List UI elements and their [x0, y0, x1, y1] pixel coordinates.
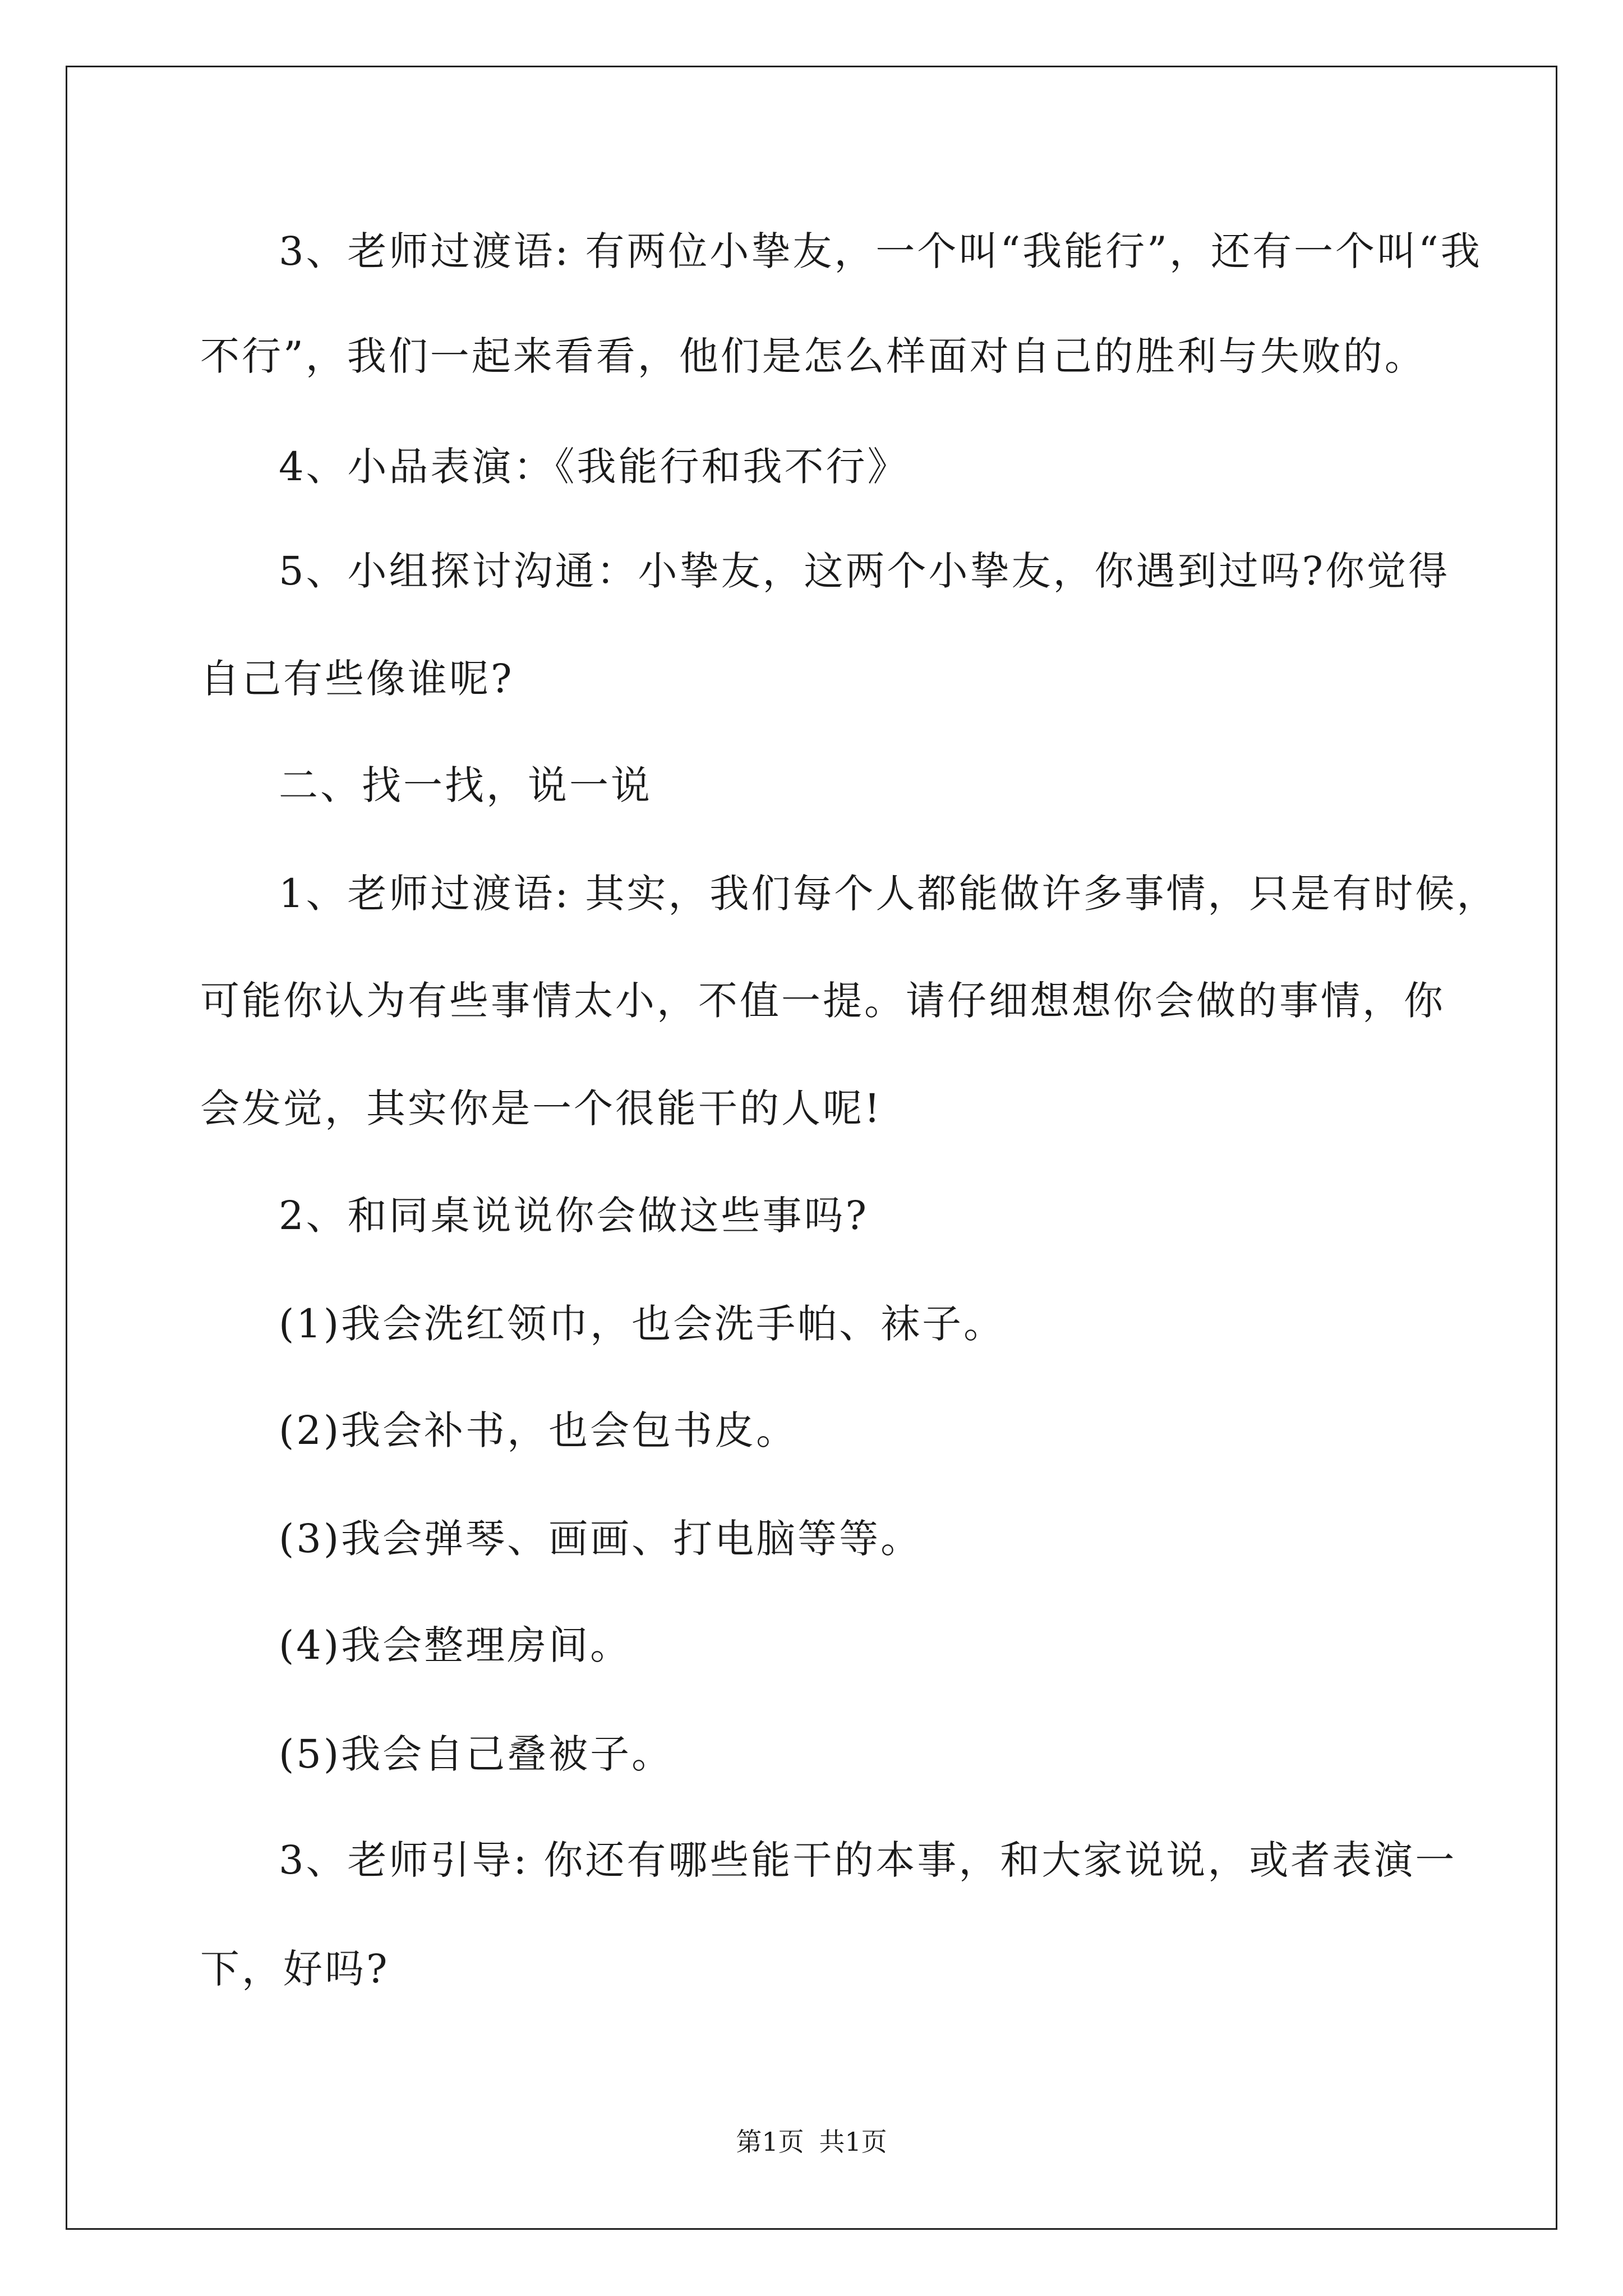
paragraph-line: 4、小品表演：《我能行和我不行》 — [279, 444, 909, 490]
paragraph-line: 自己有些像谁呢? — [200, 656, 514, 702]
list-item: (2)我会补书，也会包书皮。 — [279, 1407, 798, 1453]
paragraph-line: 可能你认为有些事情太小，不值一提。请仔细想想你会做的事情，你 — [200, 978, 1445, 1024]
list-item: (4)我会整理房间。 — [279, 1622, 632, 1668]
page-footer — [0, 2125, 1623, 2159]
paragraph-line: 5、小组探讨沟通：小挚友，这两个小挚友，你遇到过吗?你觉得 — [279, 548, 1450, 594]
list-item: (5)我会自己叠被子。 — [279, 1731, 674, 1777]
section-heading: 二、找一找，说一说 — [279, 762, 652, 808]
paragraph-line: 2、和同桌说说你会做这些事吗? — [279, 1193, 869, 1239]
paragraph-line: 3、老师引导: 你还有哪些能干的本事，和大家说说，或者表演一 — [279, 1837, 1457, 1883]
paragraph-line: 3、老师过渡语: 有两位小挚友，一个叫“我能行”，还有一个叫“我 — [279, 228, 1482, 274]
page-number: 第1页 — [736, 2127, 804, 2157]
list-item: (1)我会洗红领巾，也会洗手帕、袜子。 — [279, 1301, 1006, 1347]
list-item: (3)我会弹琴、画画、打电脑等等。 — [279, 1516, 923, 1562]
page-border — [66, 66, 1557, 2230]
paragraph-line: 下，好吗? — [200, 1946, 390, 1992]
paragraph-line: 会发觉，其实你是一个很能干的人呢! — [200, 1085, 883, 1131]
page-total: 共1页 — [819, 2127, 887, 2157]
paragraph-line: 不行”，我们一起来看看，他们是怎么样面对自己的胜利与失败的。 — [200, 333, 1426, 379]
paragraph-line: 1、老师过渡语: 其实，我们每个人都能做许多事情，只是有时候， — [279, 871, 1498, 917]
